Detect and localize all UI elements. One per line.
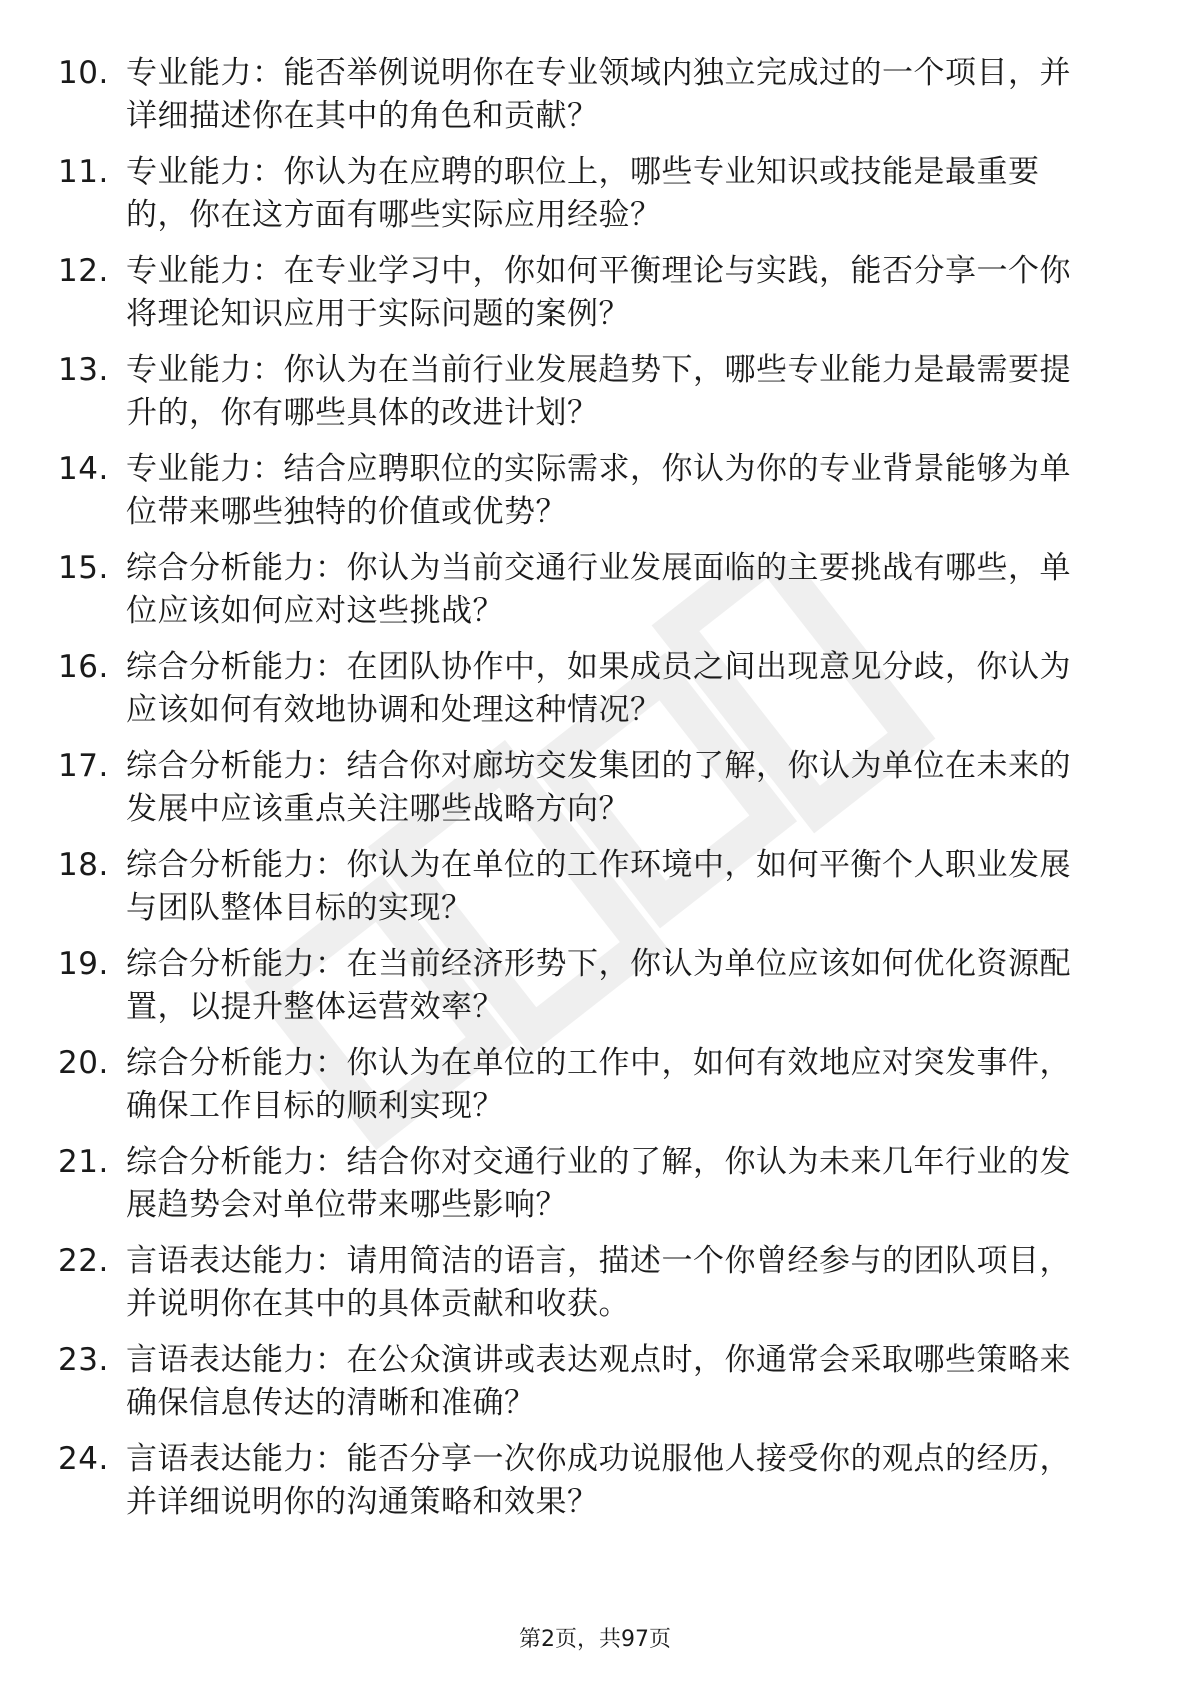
question-number: 19. bbox=[58, 946, 109, 982]
list-item bbox=[58, 943, 1098, 1029]
list-item bbox=[58, 1438, 1098, 1524]
list-item bbox=[58, 250, 1098, 336]
question-text: 专业能力：结合应聘职位的实际需求，你认为你的专业背景能够为单位带来哪些独特的价值或优势？ bbox=[126, 451, 1071, 530]
list-item bbox=[58, 745, 1098, 831]
list-item bbox=[58, 844, 1098, 930]
question-text: 专业能力：能否举例说明你在专业领域内独立完成过的一个项目，并详细描述你在其中的角色和贡献？ bbox=[126, 55, 1071, 134]
question-text: 综合分析能力：结合你对交通行业的了解，你认为未来几年行业的发展趋势会对单位带来哪些影响？ bbox=[126, 1144, 1071, 1223]
list-item bbox=[58, 1240, 1098, 1326]
question-text: 专业能力：你认为在应聘的职位上，哪些专业知识或技能是最重要的，你在这方面有哪些实际应用经验？ bbox=[126, 154, 1040, 233]
list-item bbox=[58, 646, 1098, 732]
list-item bbox=[58, 1042, 1098, 1128]
question-number: 13. bbox=[58, 352, 109, 388]
question-number: 24. bbox=[58, 1441, 109, 1477]
list-item bbox=[58, 1141, 1098, 1227]
page-footer bbox=[0, 1622, 1190, 1653]
question-number: 20. bbox=[58, 1045, 109, 1081]
question-text: 综合分析能力：你认为在单位的工作中，如何有效地应对突发事件，确保工作目标的顺利实现？ bbox=[126, 1045, 1071, 1124]
list-item bbox=[58, 52, 1098, 138]
list-item bbox=[58, 547, 1098, 633]
question-number: 17. bbox=[58, 748, 109, 784]
question-text: 综合分析能力：你认为在单位的工作环境中，如何平衡个人职业发展与团队整体目标的实现？ bbox=[126, 847, 1071, 926]
question-text: 综合分析能力：在团队协作中，如果成员之间出现意见分歧，你认为应该如何有效地协调和处理这种情况？ bbox=[126, 649, 1071, 728]
question-text: 言语表达能力：请用简洁的语言，描述一个你曾经参与的团队项目，并说明你在其中的具体贡献和收获。 bbox=[126, 1243, 1071, 1322]
question-text: 言语表达能力：在公众演讲或表达观点时，你通常会采取哪些策略来确保信息传达的清晰和准确？ bbox=[126, 1342, 1071, 1421]
question-number: 23. bbox=[58, 1342, 109, 1378]
question-number: 15. bbox=[58, 550, 109, 586]
question-number: 11. bbox=[58, 154, 109, 190]
page-number-label: 第2页，共97页 bbox=[519, 1627, 671, 1652]
question-text: 综合分析能力：你认为当前交通行业发展面临的主要挑战有哪些，单位应该如何应对这些挑战？ bbox=[126, 550, 1071, 629]
question-number: 22. bbox=[58, 1243, 109, 1279]
question-number: 14. bbox=[58, 451, 109, 487]
question-text: 综合分析能力：结合你对廊坊交发集团的了解，你认为单位在未来的发展中应该重点关注哪些战略方向？ bbox=[126, 748, 1071, 827]
list-item bbox=[58, 448, 1098, 534]
question-number: 16. bbox=[58, 649, 109, 685]
list-item bbox=[58, 151, 1098, 237]
question-number: 18. bbox=[58, 847, 109, 883]
question-list bbox=[58, 52, 1098, 1537]
question-text: 专业能力：你认为在当前行业发展趋势下，哪些专业能力是最需要提升的，你有哪些具体的改进计划？ bbox=[126, 352, 1071, 431]
question-text: 言语表达能力：能否分享一次你成功说服他人接受你的观点的经历，并详细说明你的沟通策略和效果？ bbox=[126, 1441, 1071, 1520]
list-item bbox=[58, 1339, 1098, 1425]
list-item bbox=[58, 349, 1098, 435]
question-text: 综合分析能力：在当前经济形势下，你认为单位应该如何优化资源配置，以提升整体运营效率？ bbox=[126, 946, 1071, 1025]
question-number: 10. bbox=[58, 55, 109, 91]
question-number: 21. bbox=[58, 1144, 109, 1180]
question-number: 12. bbox=[58, 253, 109, 289]
question-text: 专业能力：在专业学习中，你如何平衡理论与实践，能否分享一个你将理论知识应用于实际问题的案例？ bbox=[126, 253, 1071, 332]
